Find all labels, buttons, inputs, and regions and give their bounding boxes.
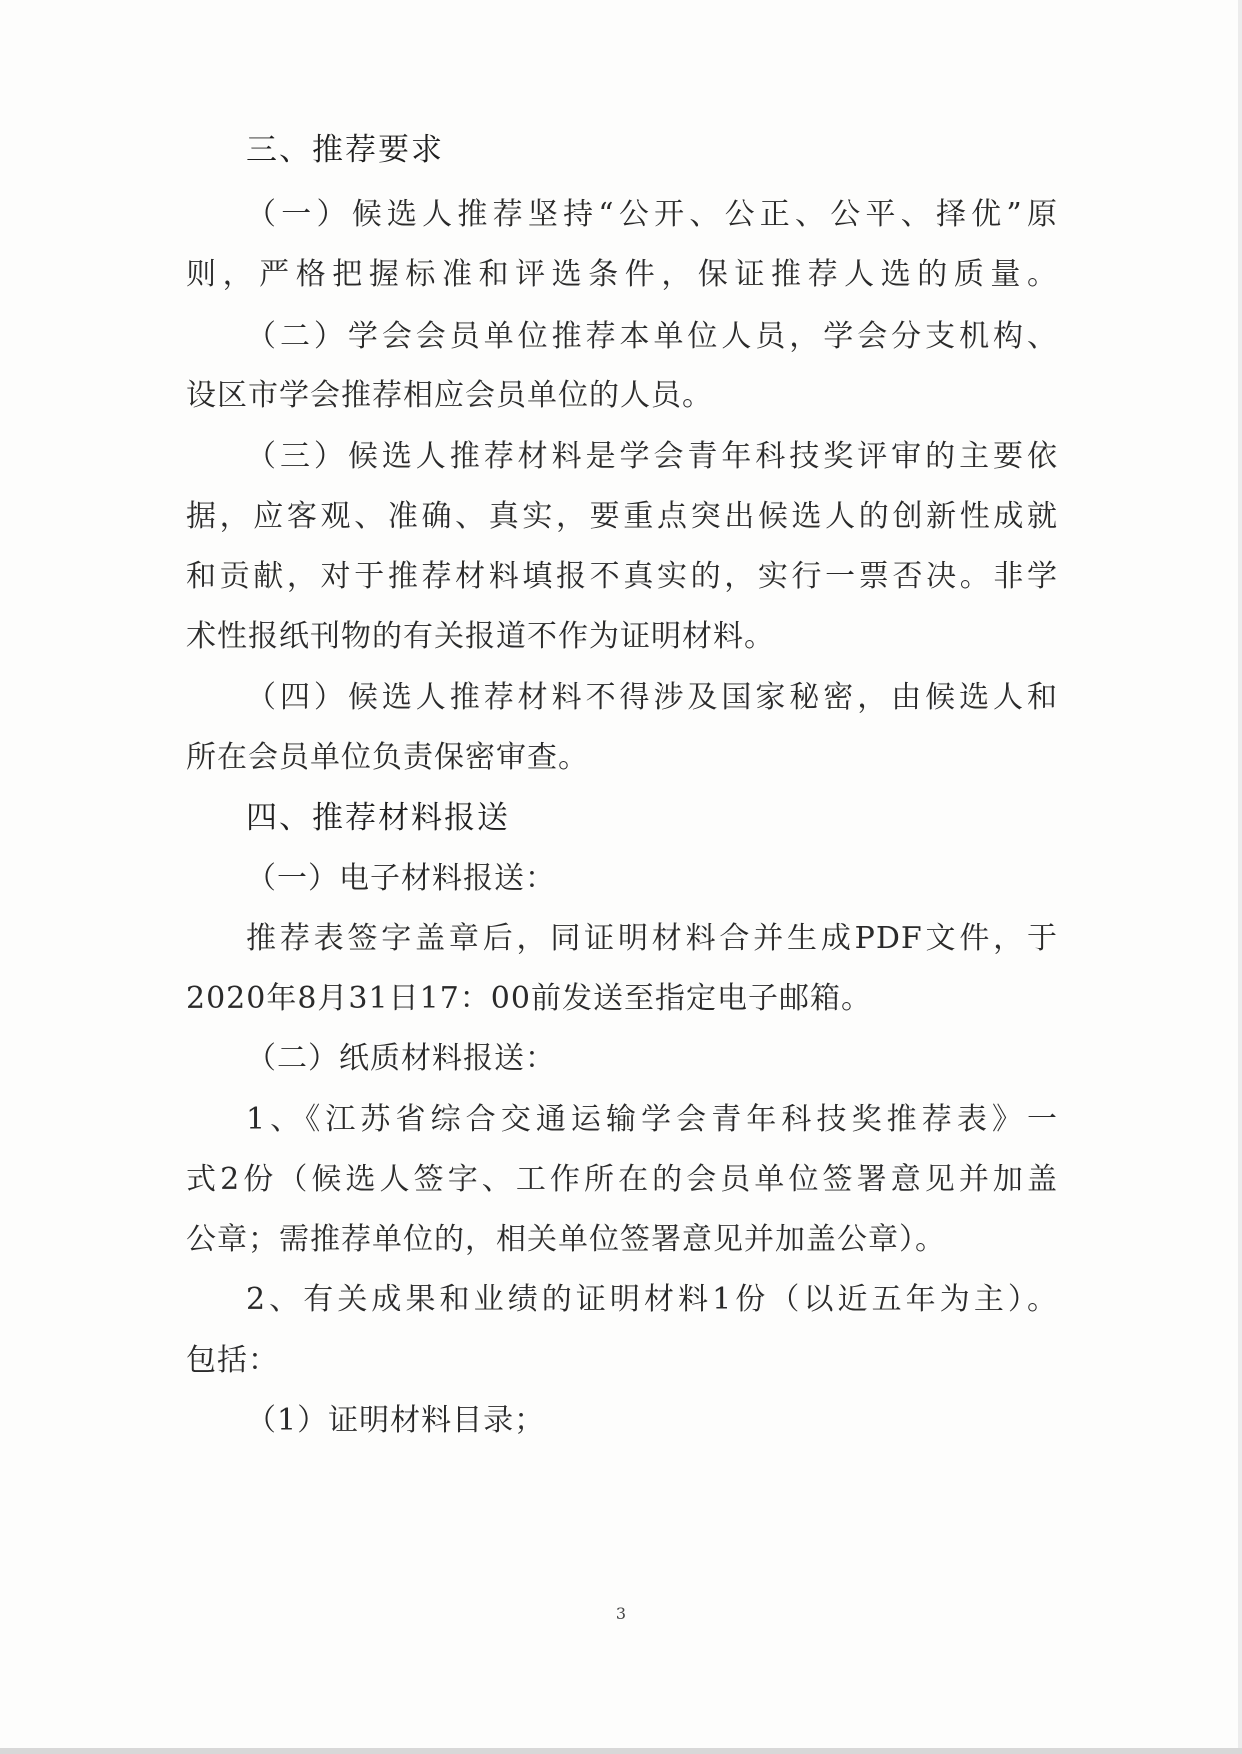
paragraph-line: 1、《江苏省综合交通运输学会青年科技奖推荐表》一 [246, 1102, 1058, 1137]
paragraph-line: 式2份（候选人签字、工作所在的会员单位签署意见并加盖 [186, 1162, 1058, 1197]
paragraph-line: （二）学会会员单位推荐本单位人员，学会分支机构、 [246, 319, 1058, 354]
paragraph-line: 2、有关成果和业绩的证明材料1份（以近五年为主）。 [246, 1282, 1058, 1317]
paragraph-line: 术性报纸刊物的有关报道不作为证明材料。 [186, 619, 775, 654]
paragraph-line: 和贡献，对于推荐材料填报不真实的，实行一票否决。非学 [186, 559, 1058, 594]
paragraph-line: 推荐表签字盖章后，同证明材料合并生成PDF文件，于 [246, 921, 1058, 956]
section-heading-submission: 四、推荐材料报送 [246, 800, 510, 836]
paragraph-line: 设区市学会推荐相应会员单位的人员。 [186, 378, 713, 413]
paragraph-line: 所在会员单位负责保密审查。 [186, 740, 589, 775]
paragraph-line: 则，严格把握标准和评选条件，保证推荐人选的质量。 [186, 257, 1058, 292]
paragraph-line: 包括： [186, 1343, 279, 1378]
paragraph-line: （一）候选人推荐坚持“公开、公正、公平、择优”原 [246, 197, 1058, 232]
section-heading-requirements: 三、推荐要求 [246, 132, 444, 168]
paragraph-line: （三）候选人推荐材料是学会青年科技奖评审的主要依 [246, 439, 1058, 474]
scan-edge-right [1238, 0, 1242, 1754]
paragraph-line: （一）电子材料报送： [246, 861, 556, 896]
paragraph-line: 据，应客观、准确、真实，要重点突出候选人的创新性成就 [186, 499, 1058, 534]
scan-edge-bottom [0, 1748, 1242, 1754]
paragraph-line: （四）候选人推荐材料不得涉及国家秘密，由候选人和 [246, 680, 1058, 715]
page-number: 3 [615, 1604, 627, 1623]
paragraph-line: （1）证明材料目录； [246, 1403, 546, 1438]
paragraph-line: 2020年8月31日17：00前发送至指定电子邮箱。 [186, 981, 872, 1016]
paragraph-line: 公章；需推荐单位的，相关单位签署意见并加盖公章）。 [186, 1222, 946, 1257]
paragraph-line: （二）纸质材料报送： [246, 1041, 556, 1076]
